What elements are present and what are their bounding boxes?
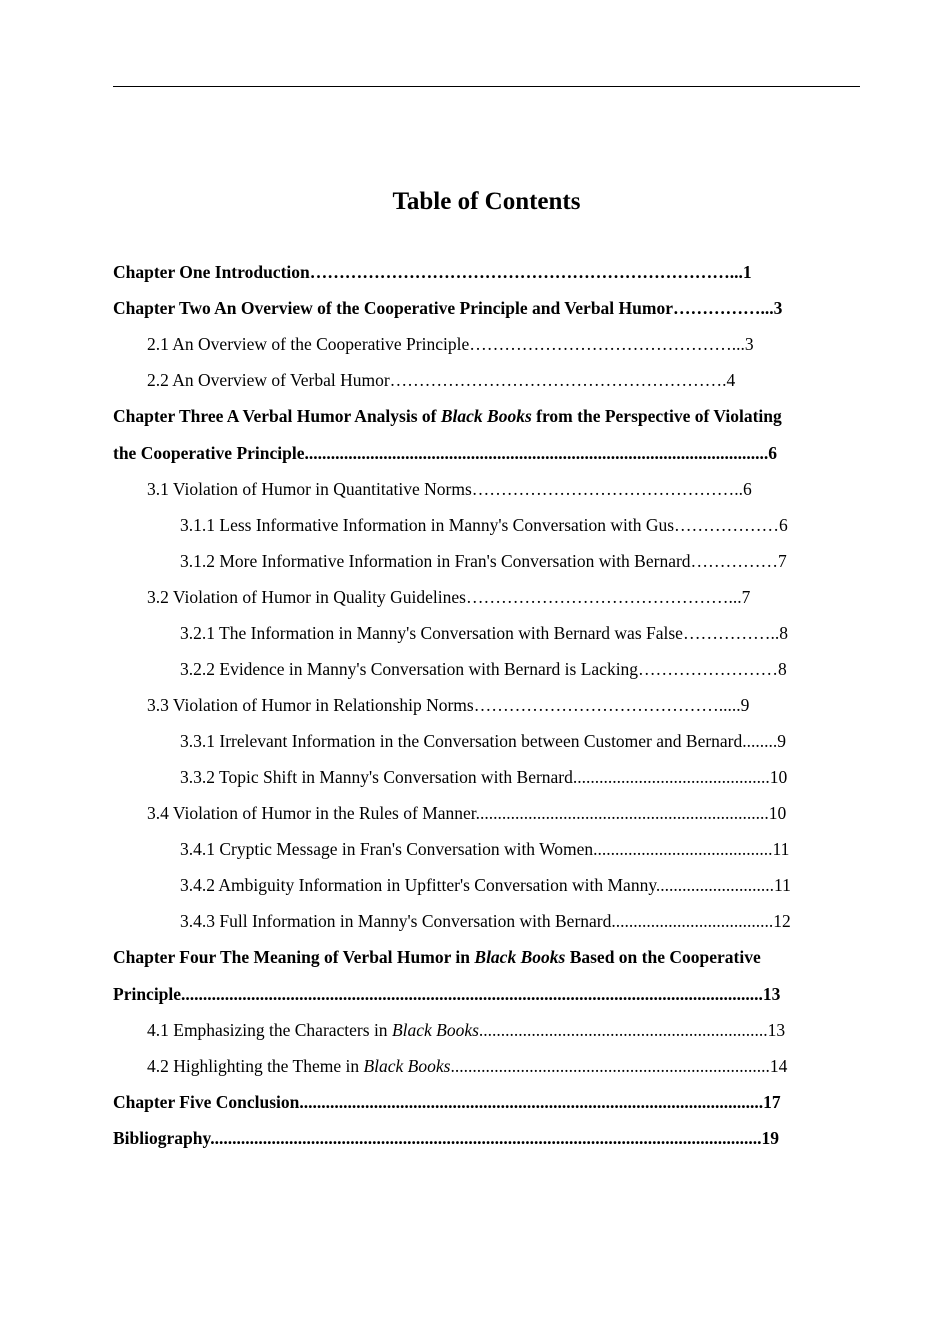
toc-entry-3-2-1[interactable]: 3.2.1 The Information in Manny's Conversation with Bernard was False……………..8 — [180, 623, 788, 643]
toc-entry-italic-title: Black Books — [440, 406, 532, 426]
toc-entry-3-2-2[interactable]: 3.2.2 Evidence in Manny's Conversation with Bernard is Lacking……………………8 — [180, 659, 787, 679]
toc-entry-chapter-4[interactable] — [113, 946, 761, 968]
toc-entry-italic-title: Black Books — [363, 1056, 451, 1076]
toc-entry-2-2[interactable]: 2.2 An Overview of Verbal Humor………………………………………………….4 — [147, 370, 736, 390]
toc-entry-3-3[interactable]: 3.3 Violation of Humor in Relationship Norms…………………………………….....9 — [147, 695, 750, 715]
toc-entry-italic-title: Black Books — [474, 947, 566, 967]
toc-entry-3-1-2[interactable]: 3.1.2 More Informative Information in Fran's Conversation with Bernard……………7 — [180, 551, 787, 571]
toc-entry-text: Based on the Cooperative — [565, 947, 761, 967]
toc-entry-text: Chapter Three A Verbal Humor Analysis of — [113, 406, 441, 426]
toc-entry-italic-title: Black Books — [391, 1020, 479, 1040]
toc-entry-2-1[interactable]: 2.1 An Overview of the Cooperative Principle………………………………………...3 — [147, 334, 754, 354]
toc-entry-3-4-3[interactable]: 3.4.3 Full Information in Manny's Conversation with Bernard.....................................12 — [180, 911, 791, 931]
page-title: Table of Contents — [392, 188, 581, 215]
toc-entry-text: .........................................................................14 — [450, 1056, 788, 1076]
toc-entry-4-1[interactable] — [147, 1019, 785, 1041]
toc-entry-chapter-4-cont[interactable]: Principle.....................................................................................................................................13 — [113, 984, 781, 1004]
toc-entry-text: ..................................................................13 — [478, 1020, 786, 1040]
toc-entry-text: 4.1 Emphasizing the Characters in — [147, 1020, 392, 1040]
toc-entry-3-3-2[interactable]: 3.3.2 Topic Shift in Manny's Conversation with Bernard.............................................10 — [180, 767, 788, 787]
toc-entry-text: 4.2 Highlighting the Theme in — [147, 1056, 364, 1076]
toc-entry-3-1-1[interactable]: 3.1.1 Less Informative Information in Manny's Conversation with Gus………………6 — [180, 515, 788, 535]
toc-entry-chapter-3-cont[interactable]: the Cooperative Principle..........................................................................................................6 — [113, 443, 777, 463]
toc-entry-3-1[interactable]: 3.1 Violation of Humor in Quantitative Norms………………………………………..6 — [147, 479, 752, 499]
toc-entry-3-3-1[interactable]: 3.3.1 Irrelevant Information in the Conversation between Customer and Bernard........9 — [180, 731, 787, 751]
toc-entry-bibliography[interactable]: Bibliography..............................................................................................................................19 — [113, 1128, 780, 1148]
toc-entry-chapter-5[interactable]: Chapter Five Conclusion..........................................................................................................17 — [113, 1092, 781, 1112]
header-rule — [113, 86, 860, 87]
toc-entry-chapter-2[interactable]: Chapter Two An Overview of the Cooperative Principle and Verbal Humor……………...3 — [113, 298, 783, 318]
toc-entry-chapter-1[interactable]: Chapter One Introduction………………………………………………………………...1 — [113, 262, 752, 282]
toc-entry-4-2[interactable] — [147, 1055, 787, 1077]
toc-entry-3-4[interactable]: 3.4 Violation of Humor in the Rules of Manner...................................................................10 — [147, 803, 787, 823]
toc-entry-chapter-3[interactable] — [113, 405, 782, 427]
toc-entry-3-4-1[interactable]: 3.4.1 Cryptic Message in Fran's Conversation with Women.........................................11 — [180, 839, 790, 859]
toc-entry-text: from the Perspective of Violating — [531, 406, 782, 426]
toc-entry-3-4-2[interactable]: 3.4.2 Ambiguity Information in Upfitter's Conversation with Manny...........................11 — [180, 875, 791, 895]
toc-entry-3-2[interactable]: 3.2 Violation of Humor in Quality Guidelines………………………………………...7 — [147, 587, 751, 607]
toc-entry-text: Chapter Four The Meaning of Verbal Humor in — [113, 947, 475, 967]
